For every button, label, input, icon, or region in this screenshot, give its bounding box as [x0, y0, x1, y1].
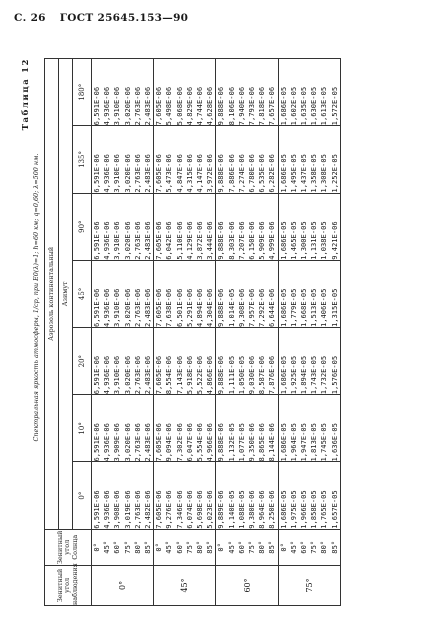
sun-angle: 45° [288, 540, 298, 554]
radiance-value: 1,765E-05 [319, 490, 329, 529]
radiance-value: 9,276E-06 [164, 490, 174, 529]
sun-angle: 60° [236, 540, 246, 554]
radiance-value: 2,763E-06 [132, 490, 142, 529]
radiance-value: 1,779E-05 [288, 288, 298, 328]
azimuth-value-cell [92, 328, 154, 395]
radiance-value: 1,576E-05 [329, 355, 339, 395]
radiance-value: 1,964E-05 [288, 423, 298, 462]
radiance-value: 5,498E-06 [164, 86, 174, 126]
sun-angle-cell [216, 529, 278, 565]
radiance-value: 4,936E-06 [102, 86, 112, 126]
radiance-value: 1,686E-05 [278, 423, 288, 462]
radiance-value: 1,686E-05 [278, 355, 288, 395]
radiance-value: 6,591E-06 [92, 423, 101, 462]
radiance-value: 1,252E-05 [329, 154, 339, 193]
radiance-value: 8,554E-06 [164, 355, 174, 395]
radiance-value: 7,605E-06 [154, 355, 164, 395]
radiance-value: 1,745E-05 [319, 423, 329, 462]
radiance-value: 1,513E-05 [309, 288, 319, 328]
table-body [92, 59, 341, 606]
radiance-value: 9,888E-06 [216, 154, 226, 193]
azimuth-value-cell [216, 59, 278, 126]
radiance-value: 5,554E-06 [195, 423, 205, 462]
sun-angle-cell [92, 529, 154, 565]
radiance-value: 7,957E-06 [247, 288, 257, 328]
radiance-value: 4,866E-06 [205, 355, 215, 395]
radiance-value: 8,865E-06 [257, 423, 267, 462]
radiance-value: 6,591E-06 [92, 221, 101, 260]
radiance-value: 6,047E-06 [184, 423, 194, 462]
page-header [14, 12, 198, 24]
radiance-value: 7,274E-06 [236, 154, 246, 193]
azimuth-value-cell [216, 462, 278, 529]
observation-angle: 60° [216, 565, 278, 605]
radiance-value: 8,250E-06 [267, 490, 277, 529]
radiance-value: 9,888E-06 [216, 221, 226, 260]
radiance-value: 3,872E-06 [195, 221, 205, 260]
radiance-value: 7,605E-06 [154, 86, 164, 126]
radiance-value: 1,657E-05 [329, 490, 339, 529]
radiance-value: 6,591E-06 [92, 355, 101, 395]
radiance-value: 6,591E-06 [92, 154, 101, 193]
azimuth-value-cell [278, 395, 340, 462]
azimuth-value-cell [154, 193, 216, 260]
radiance-value: 3,909E-06 [112, 423, 122, 462]
azimuth-value-cell [154, 260, 216, 327]
radiance-value: 3,020E-06 [122, 154, 132, 193]
radiance-value: 1,131E-05 [309, 221, 319, 260]
table-row [278, 59, 340, 606]
radiance-value: 9,888E-06 [216, 423, 226, 462]
azimuth-value-cell [278, 193, 340, 260]
radiance-value: 4,628E-06 [205, 86, 215, 126]
header-aerosol: Аэрозоль континентальный [45, 59, 59, 530]
radiance-value: 6,591E-06 [92, 490, 101, 529]
radiance-value: 4,744E-06 [195, 86, 205, 126]
radiance-value: 1,686E-05 [278, 288, 288, 328]
radiance-value: 9,350E-06 [247, 423, 257, 462]
radiance-value: 2,763E-06 [132, 288, 142, 328]
radiance-value: 5,023E-06 [205, 490, 215, 529]
radiance-value: 5,110E-06 [174, 221, 184, 260]
radiance-value: 7,605E-06 [154, 221, 164, 260]
radiance-value: 3,020E-06 [122, 423, 132, 462]
radiance-value: 2,763E-06 [132, 423, 142, 462]
page-number: С. 26 [14, 12, 46, 24]
radiance-value: 5,473E-06 [164, 154, 174, 193]
radiance-value: 4,999E-06 [267, 221, 277, 260]
radiance-value: 2,483E-06 [143, 86, 153, 126]
radiance-value: 4,129E-06 [184, 221, 194, 260]
sun-angle: 75° [309, 540, 319, 554]
radiance-value: 7,605E-06 [154, 154, 164, 193]
radiance-value: 3,908E-06 [112, 490, 122, 529]
radiance-value: 5,918E-06 [184, 355, 194, 395]
sun-angle: 80° [132, 540, 142, 554]
radiance-value: 4,966E-06 [205, 423, 215, 462]
sun-angle: 0° [92, 543, 101, 552]
radiance-value: 1,437E-05 [299, 154, 309, 193]
radiance-value: 3,910E-06 [112, 355, 122, 395]
sun-angle: 60° [299, 540, 309, 554]
table-row [216, 59, 278, 606]
radiance-value: 4,936E-06 [102, 288, 112, 328]
radiance-value: 1,406E-05 [319, 288, 329, 328]
observation-angle: 45° [154, 565, 216, 605]
radiance-value: 4,304E-06 [205, 288, 215, 328]
radiance-value: 6,644E-06 [267, 288, 277, 328]
radiance-value: 4,936E-06 [102, 423, 112, 462]
radiance-value: 4,829E-06 [184, 86, 194, 126]
azimuth-value-cell [216, 126, 278, 193]
header-zenith-sun: Зенитный угол Солнца [45, 529, 92, 565]
radiance-value: 1,014E-05 [226, 288, 236, 328]
sun-angle: 80° [195, 540, 205, 554]
radiance-value: 7,886E-06 [226, 154, 236, 193]
radiance-value: 9,888E-06 [216, 86, 226, 126]
radiance-value: 3,910E-06 [112, 86, 122, 126]
table-caption: Спектральная яркость атмосферы, 1/ср, при Е0(λ)=1; h=60 км; q=0,60; λ=500 нм. [32, 153, 40, 442]
azimuth-value-cell [278, 126, 340, 193]
radiance-value: 6,591E-06 [92, 288, 101, 328]
azimuth-header: 20° [73, 328, 92, 395]
radiance-value: 3,910E-06 [112, 154, 122, 193]
azimuth-value-cell [216, 328, 278, 395]
radiance-value: 1,495E-05 [288, 154, 298, 193]
azimuth-header: 180° [73, 59, 92, 126]
azimuth-value-cell [216, 193, 278, 260]
radiance-value: 7,793E-06 [247, 86, 257, 126]
radiance-value: 7,605E-06 [154, 423, 164, 462]
azimuth-value-cell [92, 126, 154, 193]
sun-angle: 85° [205, 540, 215, 554]
radiance-value: 7,605E-06 [154, 490, 164, 529]
radiance-value: 2,482E-06 [143, 490, 153, 529]
radiance-value: 2,763E-06 [132, 221, 142, 260]
radiance-value: 1,613E-05 [319, 86, 329, 126]
radiance-value: 6,535E-06 [257, 154, 267, 193]
radiance-value: 9,308E-06 [236, 288, 246, 328]
observation-angle: 75° [278, 565, 340, 605]
radiance-value: 2,483E-06 [143, 288, 153, 328]
radiance-value: 1,686E-05 [278, 154, 288, 193]
radiance-value: 4,936E-06 [102, 154, 112, 193]
radiance-value: 1,636E-05 [329, 423, 339, 462]
sun-angle: 75° [247, 540, 257, 554]
radiance-value: 1,572E-05 [329, 86, 339, 126]
radiance-value: 7,818E-06 [257, 86, 267, 126]
sun-angle: 85° [143, 540, 153, 554]
radiance-value: 7,292E-06 [257, 288, 267, 328]
radiance-value: 7,207E-06 [236, 221, 246, 260]
azimuth-value-cell [154, 328, 216, 395]
radiance-value: 3,019E-06 [122, 490, 132, 529]
radiance-value: 3,020E-06 [122, 86, 132, 126]
radiance-value: 9,094E-06 [164, 423, 174, 462]
radiance-value: 3,020E-06 [122, 221, 132, 260]
sun-angle: 60° [174, 540, 184, 554]
radiance-value: 6,042E-06 [164, 221, 174, 260]
radiance-value: 1,966E-05 [299, 490, 309, 529]
rotated-table-block [20, 58, 424, 606]
radiance-value: 1,686E-05 [278, 490, 288, 529]
azimuth-value-cell [92, 260, 154, 327]
sun-angle: 60° [112, 540, 122, 554]
radiance-value: 1,630E-05 [309, 86, 319, 126]
radiance-value: 1,465E-05 [288, 221, 298, 260]
radiance-value: 2,763E-06 [132, 154, 142, 193]
azimuth-header: 0° [73, 462, 92, 529]
radiance-value: 7,605E-06 [154, 288, 164, 328]
radiance-value: 8,144E-06 [267, 423, 277, 462]
radiance-value: 1,894E-05 [299, 355, 309, 395]
radiance-value: 5,698E-06 [195, 490, 205, 529]
radiance-value: 7,302E-06 [174, 423, 184, 462]
radiance-value: 4,936E-06 [102, 490, 112, 529]
observation-angle: 0° [92, 565, 154, 605]
radiance-value: 6,074E-06 [184, 490, 194, 529]
azimuth-value-cell [278, 260, 340, 327]
radiance-value: 5,522E-06 [195, 355, 205, 395]
radiance-value: 8,106E-06 [226, 86, 236, 126]
sun-angle: 75° [122, 540, 132, 554]
radiance-value: 9,888E-06 [216, 288, 226, 328]
radiance-value: 2,763E-06 [132, 355, 142, 395]
radiance-value: 3,910E-06 [112, 221, 122, 260]
sun-angle: 85° [329, 540, 339, 554]
sun-angle: 85° [267, 540, 277, 554]
radiance-value: 9,030E-06 [247, 355, 257, 395]
radiance-value: 1,858E-05 [309, 490, 319, 529]
radiance-value: 7,876E-06 [267, 355, 277, 395]
radiance-value: 1,686E-05 [278, 86, 288, 126]
azimuth-value-cell [278, 328, 340, 395]
radiance-value: 1,038E-05 [319, 221, 329, 260]
azimuth-value-cell [154, 126, 216, 193]
radiance-value: 6,282E-06 [267, 154, 277, 193]
radiance-value: 1,111E-05 [226, 355, 236, 395]
radiance-value: 3,444E-06 [205, 221, 215, 260]
radiance-value: 1,300E-05 [299, 221, 309, 260]
radiance-value: 1,975E-05 [288, 490, 298, 529]
standard-code: ГОСТ 25645.153—90 [59, 12, 189, 24]
sun-angle: 80° [319, 540, 329, 554]
radiance-value: 1,947E-05 [299, 423, 309, 462]
radiance-value: 1,358E-05 [309, 154, 319, 193]
radiance-value: 8,587E-06 [257, 355, 267, 395]
radiance-value: 4,847E-06 [174, 154, 184, 193]
radiance-value: 9,421E-06 [329, 221, 339, 260]
azimuth-header: 90° [73, 193, 92, 260]
azimuth-header: 45° [73, 260, 92, 327]
radiance-value: 9,380E-06 [247, 490, 257, 529]
radiance-value: 1,308E-05 [319, 154, 329, 193]
radiance-value: 4,894E-06 [195, 288, 205, 328]
radiance-value: 1,315E-05 [329, 288, 339, 328]
radiance-value: 1,925E-05 [288, 355, 298, 395]
radiance-value: 6,780E-06 [247, 154, 257, 193]
radiance-value: 2,483E-06 [143, 154, 153, 193]
radiance-value: 4,936E-06 [102, 221, 112, 260]
azimuth-header: 135° [73, 126, 92, 193]
azimuth-value-cell [92, 462, 154, 529]
radiance-value: 1,140E-05 [226, 490, 236, 529]
radiance-value: 2,483E-06 [143, 355, 153, 395]
azimuth-value-cell [216, 260, 278, 327]
sun-angle: 0° [278, 543, 288, 552]
radiance-value: 6,591E-06 [92, 86, 101, 126]
radiance-value: 6,501E-06 [174, 288, 184, 328]
data-table [44, 58, 341, 606]
radiance-value: 4,147E-06 [195, 154, 205, 193]
radiance-value: 9,888E-06 [216, 355, 226, 395]
radiance-value: 9,889E-06 [216, 490, 226, 529]
azimuth-value-cell [154, 395, 216, 462]
radiance-value: 5,068E-06 [174, 86, 184, 126]
radiance-value: 1,077E-05 [236, 423, 246, 462]
radiance-value: 1,743E-05 [309, 355, 319, 395]
radiance-value: 5,291E-06 [184, 288, 194, 328]
radiance-value: 8,303E-06 [226, 221, 236, 260]
radiance-value: 3,020E-06 [122, 288, 132, 328]
radiance-value: 3,910E-06 [112, 288, 122, 328]
sun-angle-cell [154, 529, 216, 565]
azimuth-value-cell [92, 59, 154, 126]
radiance-value: 7,940E-06 [236, 86, 246, 126]
radiance-value: 7,638E-06 [164, 288, 174, 328]
radiance-value: 7,143E-06 [174, 355, 184, 395]
sun-angle: 45° [226, 540, 236, 554]
sun-angle: 45° [164, 540, 174, 554]
azimuth-value-cell [154, 462, 216, 529]
azimuth-header: 10° [73, 395, 92, 462]
azimuth-value-cell [278, 462, 340, 529]
radiance-value: 8,964E-06 [257, 490, 267, 529]
sun-angle: 0° [216, 543, 226, 552]
sun-angle: 75° [184, 540, 194, 554]
radiance-value: 2,763E-06 [132, 86, 142, 126]
azimuth-value-cell [92, 193, 154, 260]
radiance-value: 1,732E-05 [319, 355, 329, 395]
radiance-value: 5,909E-06 [257, 221, 267, 260]
radiance-value: 7,657E-06 [267, 86, 277, 126]
radiance-value: 1,668E-05 [299, 288, 309, 328]
sun-angle: 80° [257, 540, 267, 554]
radiance-value: 1,602E-05 [288, 86, 298, 126]
radiance-value: 1,635E-05 [299, 86, 309, 126]
header-zenith-observation: Зенитный угол наблюдения [45, 565, 92, 605]
sun-angle-cell [278, 529, 340, 565]
header-azimuth: Азимут [59, 59, 73, 530]
table-row [154, 59, 216, 606]
radiance-value: 1,050E-05 [236, 355, 246, 395]
radiance-value: 1,132E-05 [226, 423, 236, 462]
radiance-value: 1,686E-05 [278, 221, 288, 260]
azimuth-value-cell [216, 395, 278, 462]
azimuth-value-cell [154, 59, 216, 126]
azimuth-value-cell [278, 59, 340, 126]
radiance-value: 2,483E-06 [143, 221, 153, 260]
radiance-value: 4,936E-06 [102, 355, 112, 395]
table-label: Таблица 12 [21, 58, 31, 131]
table-row [92, 59, 154, 606]
radiance-value: 1,813E-05 [309, 423, 319, 462]
radiance-value: 3,972E-06 [205, 154, 215, 193]
radiance-value: 3,020E-06 [122, 355, 132, 395]
radiance-value: 2,483E-06 [143, 423, 153, 462]
radiance-value: 7,346E-06 [174, 490, 184, 529]
sun-angle: 45° [102, 540, 112, 554]
azimuth-value-cell [92, 395, 154, 462]
sun-angle: 0° [154, 543, 164, 552]
radiance-value: 1,088E-05 [236, 490, 246, 529]
radiance-value: 6,150E-06 [247, 221, 257, 260]
radiance-value: 4,315E-06 [184, 154, 194, 193]
